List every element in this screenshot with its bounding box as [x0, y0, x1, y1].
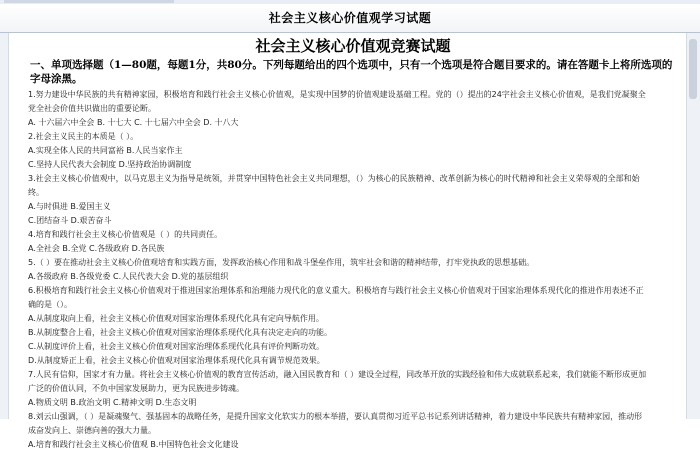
option-line: D.从制度矫正上看，社会主义核心价值观对国家治理体系现代化具有调节规范效果。	[28, 356, 325, 365]
question-line: 党全社会价值共识做出的重要论断。	[28, 104, 156, 113]
section-heading: 一、单项选择题（1—80题，每题1分，共80分。下列每题给出的四个选项中，只有一个选项是符合题目要求的。请在答题卡上将所选项的字母涂黑。	[30, 59, 673, 85]
scrollbar-thumb[interactable]	[689, 39, 697, 99]
option-line: A.从制度取向上看，社会主义核心价值观对国家治理体系现代化具有定向导航作用。	[28, 314, 324, 323]
document-title: 社会主义核心价值观竞赛试题	[255, 37, 451, 55]
question-line: 成奋发向上、崇德向善的强大力量。	[28, 426, 156, 435]
option-line: C.团结奋斗 D.艰苦奋斗	[28, 216, 112, 225]
option-line: A.物质文明 B.政治文明 C.精神文明 D.生态文明	[28, 398, 197, 407]
question-line: 8.刘云山强调，（ ）是凝魂聚气、强基固本的战略任务，是提升国家文化软实力的根本举措，要认真贯彻习近平总书记系列讲话精神，着力建设中华民族共有精神家园，推动形	[28, 412, 643, 421]
option-line: A.全社会 B.全党 C.各级政府 D.各民族	[28, 244, 165, 253]
vertical-scrollbar[interactable]	[686, 33, 700, 419]
question-line: 终。	[28, 188, 44, 197]
option-line: B.从制度整合上看，社会主义核心价值观对国家治理体系现代化具有决定走向的功能。	[28, 328, 333, 337]
ghost-text-strip	[4, 0, 174, 3]
question-line: 3.社会主义核心价值观中，以马克思主义为指导是统领，并贯穿中国特色社会主义共同理想，（）为核心的民族精神、改革创新为核心的时代精神和社会主义荣辱观的全部和始	[28, 174, 640, 183]
option-line: A.培育和践行社会主义核心价值观 B.中国特色社会文化建设	[28, 440, 239, 449]
question-line: 2.社会主义民主的本质是（ ）。	[28, 132, 139, 141]
question-line: 1.努力建设中华民族的共有精神家园，积极培育和践行社会主义核心价值观，是实现中国梦的价值观建设基础工程。党的（）提出的24字社会主义核心价值观，是我们党凝聚全	[28, 90, 646, 99]
option-line: C.从制度评价上看，社会主义核心价值观对国家治理体系现代化具有评价判断功效。	[28, 342, 325, 351]
question-line: 广泛的价值认同，不负中国家发展助力，更为民族进步铸魂。	[28, 384, 244, 393]
question-line: 7.人民有信仰，国家才有力量。将社会主义核心价值观的教育宣传活动，融入国民教育和（ ）建设全过程，同改革开放的实践经验和伟大成就联系起来，我们就能不断形成更加	[28, 370, 647, 379]
option-line: C.坚持人民代表大会制度 D.坚持政治协调制度	[28, 160, 192, 169]
question-line: 5.（ ）要在推动社会主义核心价值观培育和实践方面，发挥政治核心作用和战斗堡垒作用，筑牢社会和谐的精神结带，打牢党执政的思想基础。	[28, 258, 535, 267]
option-line: A.实现全体人民的共同富裕 B.人民当家作主	[28, 146, 183, 155]
document-body	[28, 36, 678, 452]
question-line: 4.培育和践行社会主义核心价值观是（ ）的共同责任。	[28, 230, 223, 239]
option-line: A. 十六届六中全会 B. 十七大 C. 十七届六中全会 D. 十八大	[28, 118, 239, 127]
left-margin-bar	[0, 33, 9, 419]
question-line: 6.积极培育和践行社会主义核心价值观对于推进国家治理体系和治理能力现代化的意义重大。积极培育与践行社会主义核心价值观对于国家治理体系现代化的推进作用表述不正	[28, 286, 644, 295]
question-line: 确的是（）。	[28, 300, 72, 309]
option-line: A.各级政府 B.各级党委 C.人民代表大会 D.党的基层组织	[28, 272, 229, 281]
window-title: 社会主义核心价值观学习试题	[0, 4, 700, 33]
option-line: A.与时俱进 B.爱国主义	[28, 202, 111, 211]
